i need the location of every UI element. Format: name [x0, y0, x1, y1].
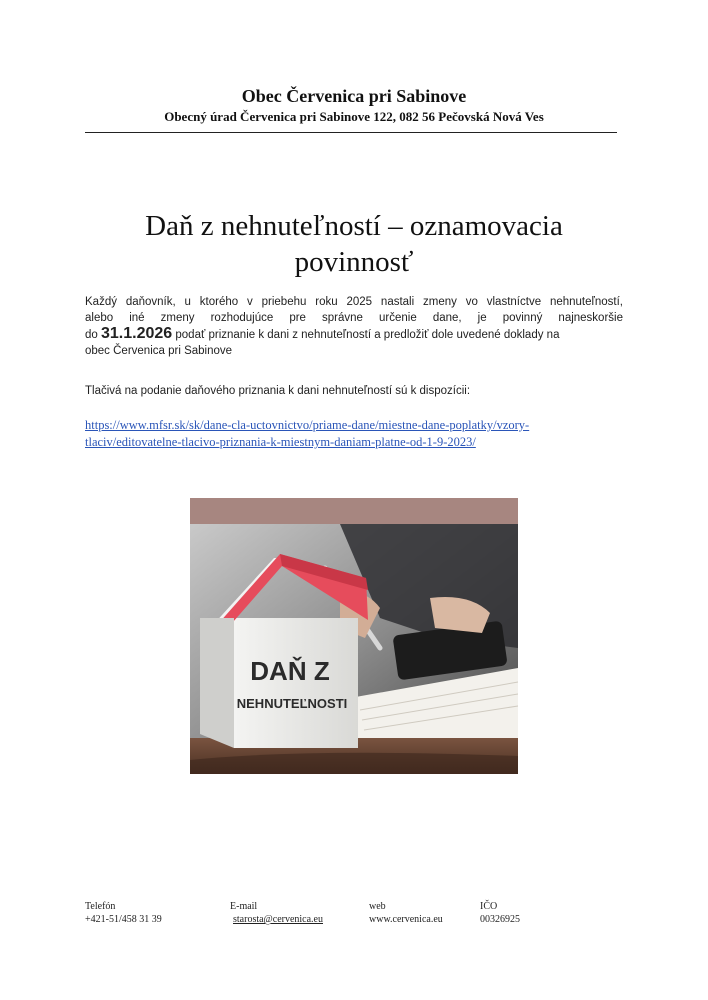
- notice-line-3-suffix: podať priznanie k dani z nehnuteľností a predložiť dole uvedené doklady na: [172, 329, 560, 341]
- municipality-title: Obec Červenica pri Sabinove: [241, 86, 467, 106]
- notice-paragraph: [85, 294, 623, 359]
- notice-line-1: Každý daňovník, u ktorého v priebehu roku 2025 nastali zmeny vo vlastníctve nehnuteľností,: [85, 296, 623, 308]
- forms-link[interactable]: [85, 417, 625, 451]
- footer-ico-value: 00326925: [480, 914, 520, 925]
- sign-text-line-2: NEHNUTEĽNOSTI: [236, 696, 348, 711]
- deadline-date: 31.1.2026: [101, 325, 173, 342]
- sign-text-line-1: DAŇ Z: [250, 656, 330, 686]
- forms-link-line-1[interactable]: https://www.mfsr.sk/sk/dane-cla-uctovnictvo/priame-dane/miestne-dane-poplatky/vzory-: [85, 418, 530, 432]
- property-tax-photo: [190, 498, 518, 774]
- forms-availability-text: Tlačivá na podanie daňového priznania k dani nehnuteľností sú k dispozícii:: [85, 385, 471, 397]
- notice-line-4: obec Červenica pri Sabinove: [85, 345, 233, 357]
- notice-line-3-prefix: do: [85, 329, 101, 341]
- footer-web-label: web: [369, 901, 386, 912]
- photo-top-band: [190, 498, 518, 524]
- footer-email-label: E-mail: [230, 901, 258, 912]
- page-title-line-1: Daň z nehnuteľností – oznamovacia: [145, 210, 563, 242]
- house-side: [200, 618, 234, 748]
- page-title-line-2: povinnosť: [294, 246, 414, 278]
- footer-web-value: www.cervenica.eu: [369, 914, 443, 925]
- footer-phone-label: Telefón: [85, 901, 116, 912]
- footer-email: [230, 900, 323, 926]
- header-divider: [85, 132, 617, 133]
- footer-web: [369, 900, 443, 926]
- page-title: [85, 208, 623, 280]
- forms-link-line-2[interactable]: tlaciv/editovatelne-tlacivo-priznania-k-miestnym-daniam-platne-od-1-9-2023/: [85, 435, 476, 449]
- notice-line-2: alebo iné zmeny rozhodujúce pre správne určenie dane, je povinný najneskoršie: [85, 312, 623, 324]
- footer-ico: [480, 900, 520, 926]
- footer-phone: [85, 900, 162, 926]
- notice-line-3: [85, 326, 623, 343]
- footer-ico-label: IČO: [480, 901, 498, 912]
- footer-email-link[interactable]: starosta@cervenica.eu: [233, 914, 323, 925]
- footer-phone-value: +421-51/458 31 39: [85, 914, 162, 925]
- office-address: Obecný úrad Červenica pri Sabinove 122, 082 56 Pečovská Nová Ves: [164, 109, 544, 124]
